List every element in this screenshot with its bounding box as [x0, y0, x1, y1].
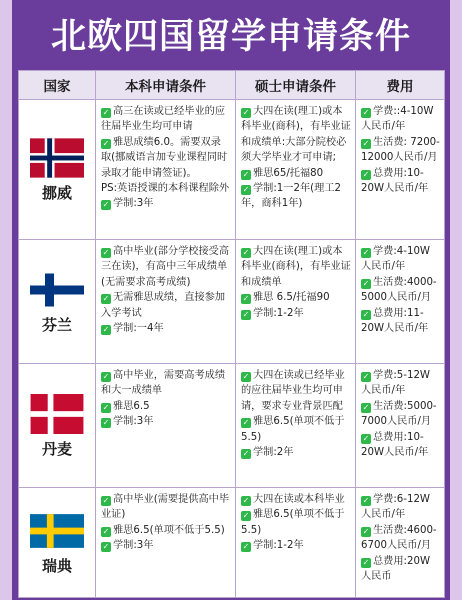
check-icon: ✓	[242, 108, 250, 117]
list-item: ✓ 总费用:11-20W人民币/年	[361, 307, 429, 335]
check-icon: ✓	[102, 542, 110, 552]
list-item: ✓ 总费用:20W人民币	[361, 555, 431, 583]
list-item: PS:英语授课的本科课程除外	[101, 183, 230, 195]
check-icon: ✓	[362, 108, 370, 117]
check-icon: ✓	[102, 402, 110, 412]
check-icon: ✓	[362, 248, 370, 257]
list-item: ✓ 雅思成绩6.0。需要双录取(挪威语言加专业课程同时录取才能申请签证)。	[101, 136, 228, 179]
list-item: ✓ 雅思6.5(单项不低于5.5)	[241, 416, 345, 443]
check-icon: ✓	[102, 294, 110, 304]
list-item: ✓ 学费:4-10W人民币/年	[361, 246, 431, 273]
master-cell	[236, 488, 356, 598]
check-icon: ✓	[362, 138, 370, 148]
norway-flag	[30, 138, 84, 178]
master-cell	[236, 240, 356, 364]
check-icon: ✓	[242, 418, 250, 428]
check-icon: ✓	[102, 108, 110, 117]
country-name: 芬兰	[41, 315, 72, 334]
fees-cell	[356, 488, 445, 598]
list-item: ✓ 生活费:4000-5000人民币/月	[361, 276, 437, 304]
list-item: ✓ 学制:3年	[102, 540, 154, 552]
header-master: 硕士申请条件	[236, 71, 356, 100]
sweden-flag	[30, 511, 84, 551]
header-row	[19, 71, 445, 100]
list-item: ✓ 学制:1-2年	[242, 307, 304, 319]
header-fees: 费用	[356, 71, 445, 100]
country-cell	[19, 364, 96, 488]
check-icon: ✓	[242, 496, 250, 505]
comparison-table	[18, 70, 445, 598]
check-icon: ✓	[102, 372, 110, 381]
check-icon: ✓	[362, 526, 370, 536]
country-cell	[19, 488, 96, 598]
check-icon: ✓	[362, 402, 370, 412]
fees-cell	[356, 364, 445, 488]
header-bachelor: 本科申请条件	[96, 71, 236, 100]
check-icon: ✓	[102, 248, 110, 257]
list-item: ✓ 雅思65/托福80	[242, 167, 324, 179]
country-cell	[19, 100, 96, 240]
check-icon: ✓	[362, 169, 370, 179]
list-item: ✓ 学费:5-12W人民币/年	[361, 370, 431, 397]
master-cell	[236, 100, 356, 240]
check-icon: ✓	[242, 511, 250, 521]
list-item: ✓ 总费用:10-20W人民币/年	[361, 167, 429, 195]
list-item: ✓ 高三在读或已经毕业的应往届毕业生均可申请	[101, 106, 226, 133]
list-item: ✓ 高中毕业(需要提供高中毕业证)	[101, 494, 230, 521]
country-name: 丹麦	[41, 439, 72, 458]
check-icon: ✓	[102, 526, 110, 536]
check-icon: ✓	[102, 496, 110, 505]
check-icon: ✓	[242, 294, 250, 304]
list-item: ✓ 学制:1-2年	[242, 540, 304, 552]
list-item: ✓ 大四在读或本科毕业	[242, 494, 345, 505]
check-icon: ✓	[242, 185, 250, 195]
list-item: ✓ 雅思6.5	[102, 400, 150, 412]
check-icon: ✓	[242, 169, 250, 179]
bachelor-cell	[96, 488, 236, 598]
list-item: ✓ 高中毕业，需要高考成绩和大一成绩单	[101, 370, 226, 397]
list-item: ✓ 学制:3年	[102, 198, 154, 210]
bachelor-cell	[96, 240, 236, 364]
check-icon: ✓	[362, 278, 370, 288]
table-row	[19, 100, 445, 240]
list-item: ✓ 学制:1一2年(理工2年，商科1年)	[241, 183, 341, 210]
list-item: ✓ 学费::4-10W人民币/年	[361, 106, 434, 133]
fees-cell	[356, 100, 445, 240]
bachelor-cell	[96, 364, 236, 488]
list-item: ✓ 大四在读(理工)或本科毕业(商科)，有毕业证和成绩单:大部分院校必须大学毕业才可申请;	[241, 106, 351, 164]
page-title: 北欧四国留学申请条件	[12, 0, 450, 68]
master-cell	[236, 364, 356, 488]
check-icon: ✓	[362, 433, 370, 443]
finland-flag	[30, 270, 84, 310]
country-cell	[19, 240, 96, 364]
list-item: ✓ 学费:6-12W人民币/年	[361, 494, 431, 521]
list-item: ✓ 高中毕业(部分学校接受高三在读)，有高中三年成绩单(无需要求高考成绩)	[101, 246, 230, 288]
check-icon: ✓	[102, 138, 110, 148]
check-icon: ✓	[362, 496, 370, 505]
list-item: ✓ 大四在读(理工)或本科毕业(商科)，有毕业证和成绩单	[241, 246, 351, 288]
table-row	[19, 240, 445, 364]
list-item: ✓ 大四在读或已经毕业的应往届毕业生均可申请，要求专业背景匹配	[241, 370, 345, 412]
list-item: ✓ 生活费: 7200-12000人民币/月	[361, 136, 440, 164]
fees-cell	[356, 240, 445, 364]
check-icon: ✓	[242, 449, 250, 459]
country-name: 瑞典	[41, 556, 72, 575]
list-item: ✓ 学制:2年	[242, 447, 294, 459]
list-item: ✓ 学制:一4年	[102, 323, 164, 335]
check-icon: ✓	[102, 200, 110, 210]
check-icon: ✓	[102, 418, 110, 428]
check-icon: ✓	[102, 325, 110, 335]
list-item: ✓ 学制:3年	[102, 416, 154, 428]
list-item: ✓ 无需雅思成绩，直接参加入学考试	[101, 292, 226, 319]
list-item: ✓ 生活费:4600-6700人民币/月	[361, 524, 437, 552]
infographic	[12, 0, 450, 600]
check-icon: ✓	[362, 309, 370, 319]
list-item: ✓ 雅思6.5(单项不低于5.5)	[241, 509, 345, 536]
check-icon: ✓	[242, 542, 250, 552]
table-row	[19, 364, 445, 488]
list-item: ✓ 生活费:5000-7000人民币/月	[361, 400, 437, 428]
check-icon: ✓	[242, 248, 250, 257]
check-icon: ✓	[242, 309, 250, 319]
check-icon: ✓	[242, 372, 250, 381]
country-name: 挪威	[41, 183, 72, 202]
bachelor-cell	[96, 100, 236, 240]
header-country: 国家	[19, 71, 96, 100]
table-row	[19, 488, 445, 598]
check-icon: ✓	[362, 372, 370, 381]
list-item: ✓ 雅思 6.5/托福90	[242, 292, 330, 304]
list-item: ✓ 总费用:10-20W人民币/年	[361, 431, 429, 459]
list-item: ✓ 雅思6.5(单项不低于5.5)	[102, 524, 225, 536]
check-icon: ✓	[362, 557, 370, 567]
denmark-flag	[30, 394, 84, 434]
